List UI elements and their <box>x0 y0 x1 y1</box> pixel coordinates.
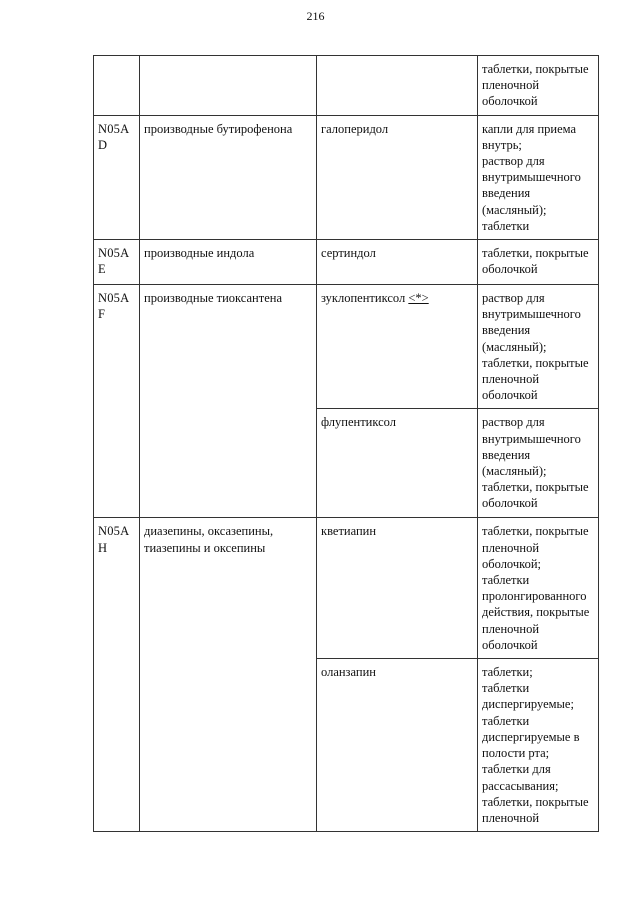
form-line: оболочкой <box>482 262 538 277</box>
form-line: (масляный); <box>482 202 547 217</box>
form-line: таблетки <box>482 681 530 696</box>
form-line: таблетки; <box>482 665 533 680</box>
footnote-link[interactable]: <*> <box>408 291 429 306</box>
form-line: таблетки, покрытые <box>482 524 589 539</box>
form-line: внутримышечного <box>482 431 581 446</box>
form-line: (масляный); <box>482 464 547 479</box>
dosage-forms-cell <box>478 409 599 518</box>
form-line: капли для приема <box>482 121 577 136</box>
form-line: полости рта; <box>482 746 550 761</box>
form-line: введения <box>482 323 531 338</box>
drug-name-cell: зуклопентиксол <*> <box>317 285 478 409</box>
form-line: пленочной <box>482 540 540 555</box>
drug-classification-table <box>93 55 599 832</box>
atc-code-cell: N05A D <box>94 115 140 239</box>
atc-code-cell <box>94 56 140 116</box>
form-line: раствор для <box>482 291 545 306</box>
form-line: оболочкой <box>482 496 538 511</box>
form-line: раствор для <box>482 154 545 169</box>
group-cell: производные индола <box>140 240 317 285</box>
atc-code-cell: N05A H <box>94 518 140 832</box>
form-line: таблетки, покрытые <box>482 246 589 261</box>
drug-name-cell <box>317 56 478 116</box>
page-number: 216 <box>306 9 325 23</box>
form-line: таблетки, покрытые <box>482 355 589 370</box>
form-line: раствор для <box>482 415 545 430</box>
form-line: таблетки для <box>482 762 551 777</box>
drug-name-cell: галоперидол <box>317 115 478 239</box>
form-line: пленочной <box>482 78 540 93</box>
form-line: таблетки, покрытые <box>482 794 589 809</box>
atc-code-cell: N05A E <box>94 240 140 285</box>
drug-name-cell: кветиапин <box>317 518 478 659</box>
form-line: оболочкой <box>482 94 538 109</box>
table-row <box>94 115 599 239</box>
form-line: диспергируемые в <box>482 729 580 744</box>
form-line: диспергируемые; <box>482 697 574 712</box>
form-line: введения <box>482 186 531 201</box>
form-line: действия, покрытые <box>482 605 590 620</box>
group-cell: производные бутирофенона <box>140 115 317 239</box>
form-line: пролонгированного <box>482 589 587 604</box>
dosage-forms-cell <box>478 56 599 116</box>
form-line: оболочкой; <box>482 556 541 571</box>
dosage-forms-cell <box>478 115 599 239</box>
drug-name-cell: флупентиксол <box>317 409 478 518</box>
form-line: внутримышечного <box>482 170 581 185</box>
form-line: таблетки <box>482 573 530 588</box>
form-line: таблетки <box>482 713 530 728</box>
form-line: внутрь; <box>482 137 522 152</box>
form-line: (масляный); <box>482 339 547 354</box>
form-line: введения <box>482 447 531 462</box>
form-line: оболочкой <box>482 637 538 652</box>
form-line: рассасывания; <box>482 778 559 793</box>
form-line: пленочной <box>482 810 540 825</box>
form-line: пленочной <box>482 372 540 387</box>
form-line: таблетки, покрытые <box>482 480 589 495</box>
form-line: оболочкой <box>482 388 538 403</box>
dosage-forms-cell <box>478 518 599 659</box>
group-cell <box>140 56 317 116</box>
table-row <box>94 518 599 659</box>
table-row <box>94 285 599 409</box>
drug-name-cell: оланзапин <box>317 659 478 832</box>
dosage-forms-cell <box>478 240 599 285</box>
group-cell: производные тиоксантена <box>140 285 317 518</box>
drug-name-cell: сертиндол <box>317 240 478 285</box>
form-line: внутримышечного <box>482 307 581 322</box>
table-row <box>94 240 599 285</box>
table-row <box>94 56 599 116</box>
form-line: таблетки, покрытые <box>482 62 589 76</box>
form-line: пленочной <box>482 621 540 636</box>
group-cell: диазепины, оксазепины, тиазепины и оксепины <box>140 518 317 832</box>
atc-code-cell: N05AF <box>94 285 140 518</box>
dosage-forms-cell <box>478 285 599 409</box>
form-line: таблетки <box>482 218 530 233</box>
dosage-forms-cell <box>478 659 599 832</box>
